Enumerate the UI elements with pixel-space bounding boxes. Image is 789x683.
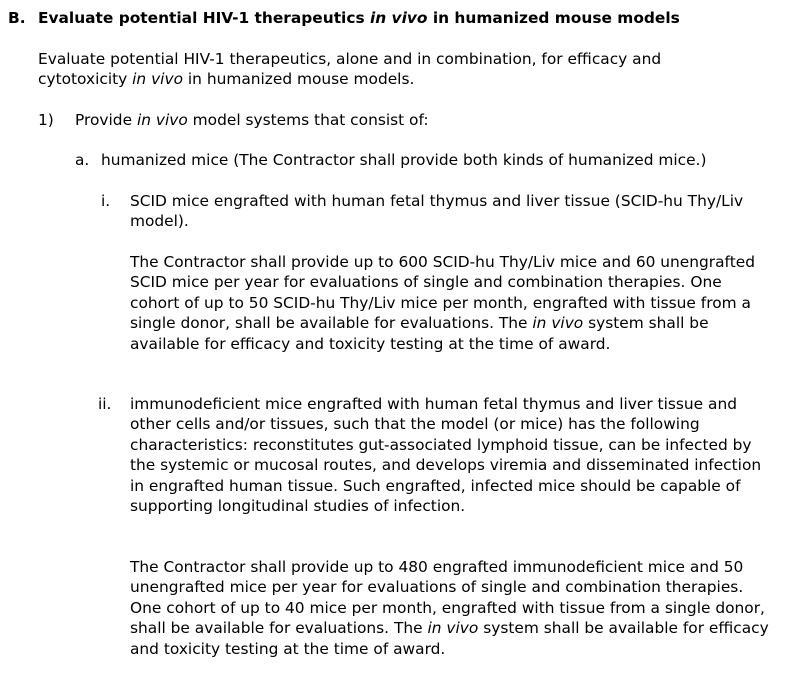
intro-paragraph <box>38 49 753 90</box>
item-a-letter: a. <box>75 151 90 169</box>
item-i-paragraph <box>130 252 770 354</box>
item-ii-numeral: ii. <box>98 395 112 413</box>
item-ii-para-pre: The Contractor shall provide up to 480 engrafted immunodeficient mice and 50 unengrafted mice per year for evaluations of single and combination therapies. One cohort of up to 40 mice per month, engrafted with tissue from a single donor, shall be available for evaluations. The <box>130 558 765 638</box>
item-ii-para-em: in vivo <box>427 619 479 638</box>
section-title-post: in humanized mouse models <box>427 9 680 27</box>
intro-post: in humanized mouse models. <box>183 70 415 89</box>
item-i-text: SCID mice engrafted with human fetal thymus and liver tissue (SCID-hu Thy/Liv model). <box>130 192 744 231</box>
intro-em: in vivo <box>132 70 183 89</box>
item-ii-text: immunodeficient mice engrafted with human fetal thymus and liver tissue and other cells and/or tissues, such that the model (or mice) has the following characteristics: reconstitutes gut-associated lymphoid tissue, can be infected by the systemic or mucosal routes, and develops viremia and disseminated infection in engrafted human tissue. Such engrafted, infected mice should be capable of supporting longitudinal studies of infection. <box>130 395 762 516</box>
intro-pre: Evaluate potential HIV-1 therapeutics, alone and in combination, for efficacy and cytotoxicity <box>38 50 662 89</box>
item-1-post: model systems that consist of: <box>187 111 429 129</box>
item-i-para-em: in vivo <box>532 314 584 333</box>
item-1-em: in vivo <box>136 111 188 129</box>
section-title-em: in vivo <box>369 9 428 27</box>
item-i-para-pre: The Contractor shall provide up to 600 SCID-hu Thy/Liv mice and 60 unengrafted SCID mice per year for evaluations of single and combination therapies. One cohort of up to 50 SCID-hu Thy/Liv mice per month, engrafted with tissue from a single donor, shall be available for evaluations. The <box>130 253 755 333</box>
item-1-pre: Provide <box>75 111 137 129</box>
item-i-numeral: i. <box>101 192 111 210</box>
item-1-number: 1) <box>38 111 54 129</box>
item-i-para-post: system shall be available for efficacy and toxicity testing at the time of award. <box>130 314 709 353</box>
item-ii-paragraph <box>130 557 770 659</box>
item-ii-para-post: system shall be available for efficacy and toxicity testing at the time of award. <box>130 619 769 658</box>
section-title-pre: Evaluate potential HIV-1 therapeutics <box>38 9 370 27</box>
item-a-text: humanized mice (The Contractor shall provide both kinds of humanized mice.) <box>101 151 707 169</box>
section-title <box>38 8 783 28</box>
section-letter: B. <box>8 9 26 27</box>
item-1-text <box>75 110 775 130</box>
